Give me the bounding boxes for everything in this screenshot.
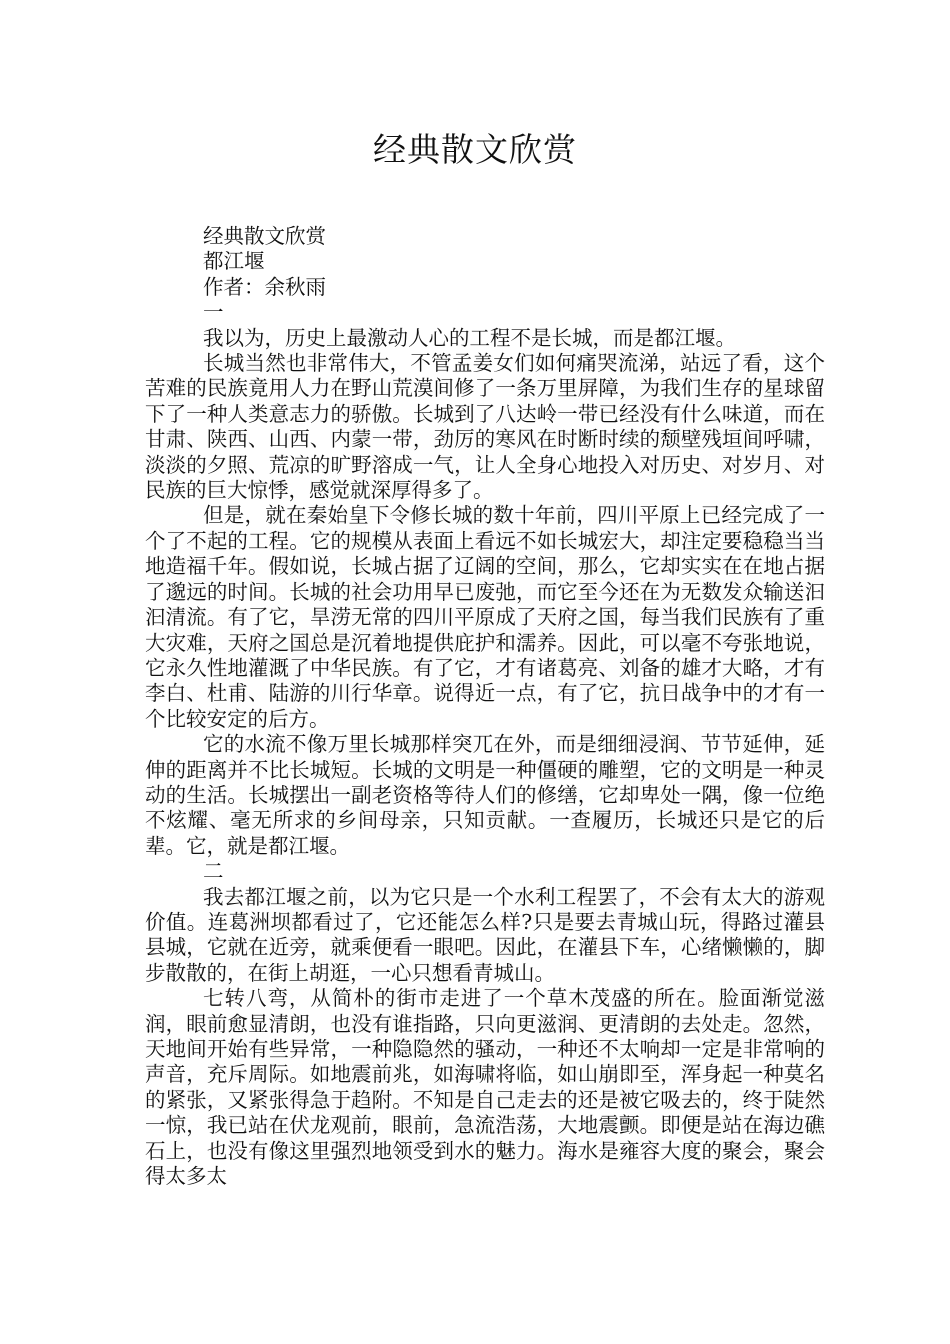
paragraph: 我去都江堰之前，以为它只是一个水利工程罢了，不会有太大的游观价值。连葛洲坝都看过了，它还能怎么样?只是要去青城山玩，得路过灌县县城，它就在近旁，就乘便看一眼吧。因此，在灌县下车，心绪懒懒的，脚步散散的，在街上胡逛，一心只想看青城山。 bbox=[145, 884, 825, 985]
essay-title-line: 都江堰 bbox=[203, 249, 265, 274]
paragraph: 长城当然也非常伟大，不管孟姜女们如何痛哭流涕，站远了看，这个苦难的民族竟用人力在野山荒漠间修了一条万里屏障，为我们生存的星球留下了一种人类意志力的骄傲。长城到了八达岭一带已经没有什么味道，而在甘肃、陕西、山西、内蒙一带，劲厉的寒风在时断时续的颓壁残垣间呼啸，淡淡的夕照、荒凉的旷野溶成一气，让人全身心地投入对历史、对岁月、对民族的巨大惊悸，感觉就深厚得多了。 bbox=[145, 351, 825, 503]
section-two-heading: 二 bbox=[203, 859, 224, 884]
paragraph: 但是，就在秦始皇下令修长城的数十年前，四川平原上已经完成了一个了不起的工程。它的规模从表面上看远不如长城宏大，却注定要稳稳当当地造福千年。假如说，长城占据了辽阔的空间，那么，它却实实在在地占据了邈远的时间。长城的社会功用早已废弛，而它至今还在为无数发众输送汩汩清流。有了它，旱涝无常的四川平原成了天府之国，每当我们民族有了重大灾难，天府之国总是沉着地提供庇护和濡养。因此，可以毫不夸张地说，它永久性地灌溉了中华民族。有了它，才有诸葛亮、刘备的雄才大略，才有李白、杜甫、陆游的川行华章。说得近一点，有了它，抗日战争中的才有一个比较安定的后方。 bbox=[145, 503, 825, 731]
section-one-heading: 一 bbox=[203, 300, 224, 325]
subtitle-line: 经典散文欣赏 bbox=[203, 224, 326, 248]
document-title: 经典散文欣赏 bbox=[373, 130, 577, 169]
paragraph: 它的水流不像万里长城那样突兀在外，而是细细浸润、节节延伸，延伸的距离并不比长城短。长城的文明是一种僵硬的雕塑，它的文明是一种灵动的生活。长城摆出一副老资格等待人们的修缮，它却卑处一隅，像一位绝不炫耀、毫无所求的乡间母亲，只知贡献。一查履历，长城还只是它的后辈。它，就是都江堰。 bbox=[145, 732, 825, 858]
author-line: 作者：余秋雨 bbox=[203, 274, 326, 299]
document-body bbox=[145, 224, 825, 1189]
paragraph: 我以为，历史上最激动人心的工程不是长城，而是都江堰。 bbox=[203, 325, 736, 350]
paragraph: 七转八弯，从简朴的街市走进了一个草木茂盛的所在。脸面渐觉滋润，眼前愈显清朗，也没有谁指路，只向更滋润、更清朗的去处走。忽然，天地间开始有些异常，一种隐隐然的骚动，一种还不太响却一定是非常响的声音，充斥周际。如地震前兆，如海啸将临，如山崩即至，浑身起一种莫名的紧张，又紧张得急于趋附。不知是自己走去的还是被它吸去的，终于陡然一惊，我已站在伏龙观前，眼前，急流浩荡，大地震颤。即便是站在海边礁石上，也没有像这里强烈地领受到水的魅力。海水是雍容大度的聚会，聚会得太多太 bbox=[145, 986, 825, 1189]
